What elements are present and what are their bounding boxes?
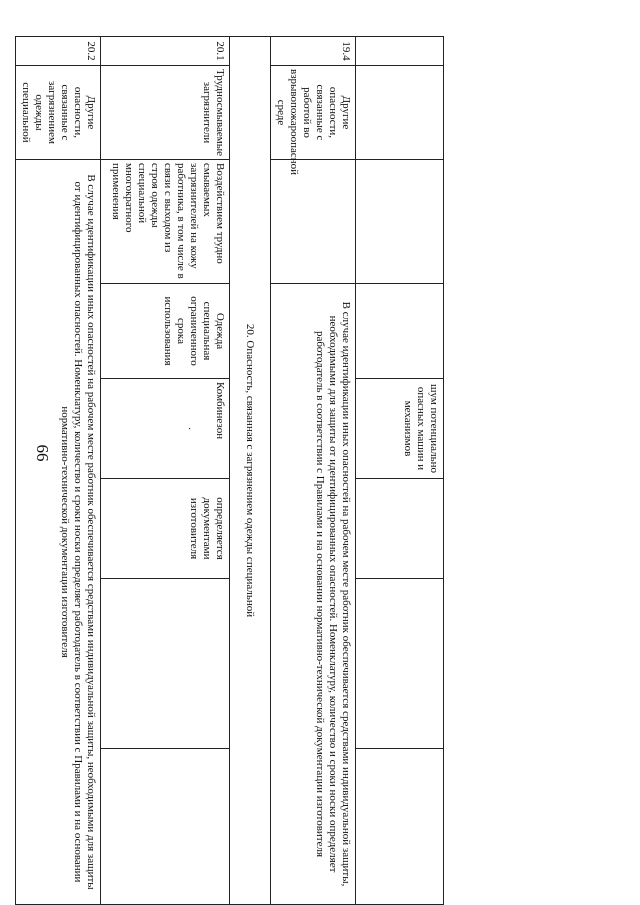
table-cell [356, 749, 444, 905]
row-number: 19.4 [271, 37, 356, 66]
table-cell [356, 479, 444, 579]
table-cell [271, 160, 356, 284]
table-cell [356, 37, 444, 66]
hazard-name: Другие опасности, связанные с загрязнением одежды специальной [16, 66, 101, 160]
page-number: 66 [33, 444, 52, 462]
ppe-name: Комбинезон [214, 382, 226, 440]
merged-note: В случае идентификации иных опасностей на рабочем месте работник обеспечивается средствами индивидуальной защиты, необходимыми для защиты от идентифицированных опасностей. Номенклатуру, количество и сроки носки определяет работодатель в соответствии с Правилами и на основании нормативно-технической документации изготовителя [271, 284, 356, 905]
hazard-name: Трудносмываемые загрязнители [101, 66, 230, 160]
table-row-20-1 [101, 37, 230, 905]
hazard-name: Другие опасности, связанные с работой во взрывопожароопасной среде [271, 66, 356, 160]
section-title: 20. Опасность, связанная с загрязнением одежды специальной [230, 37, 271, 905]
table-cell [356, 66, 444, 160]
row-number: 20.1 [101, 37, 230, 66]
table-row-19-4 [271, 37, 356, 905]
merged-note: В случае идентификации иных опасностей на рабочем месте работник обеспечивается средствами индивидуальной защиты, необходимыми для защиты от идентифицированных опасностей. Номенклатуру, количество и сроки носки определяет работодатель в соответствии с Правилами и на основании нормативно-технической документации изготовителя [16, 160, 101, 905]
row-number: 20.2 [16, 37, 101, 66]
ppe-name-cell [101, 379, 230, 479]
table-cell [356, 579, 444, 749]
ppe-dot: · [183, 426, 194, 431]
table-row-20-2 [16, 37, 101, 905]
table-row-top [356, 37, 444, 905]
table-cell-noise: шум потенциально опасных машин и механизмов [356, 379, 444, 479]
ppe-spec: определяется документами изготовителя [101, 479, 230, 579]
table-cell [356, 160, 444, 284]
ppe-table [15, 36, 444, 905]
table-cell [101, 749, 230, 905]
table-row-section-20 [230, 37, 271, 905]
table-cell [101, 579, 230, 749]
ppe-type: Одежда специальная ограниченного срока использования [101, 284, 230, 379]
table-cell [356, 284, 444, 379]
hazard-factor: Воздействием трудно смываемых загрязнителей на кожу работника, в том числе в связи с выходом из строя одежды специальной многократного применения [101, 160, 230, 284]
